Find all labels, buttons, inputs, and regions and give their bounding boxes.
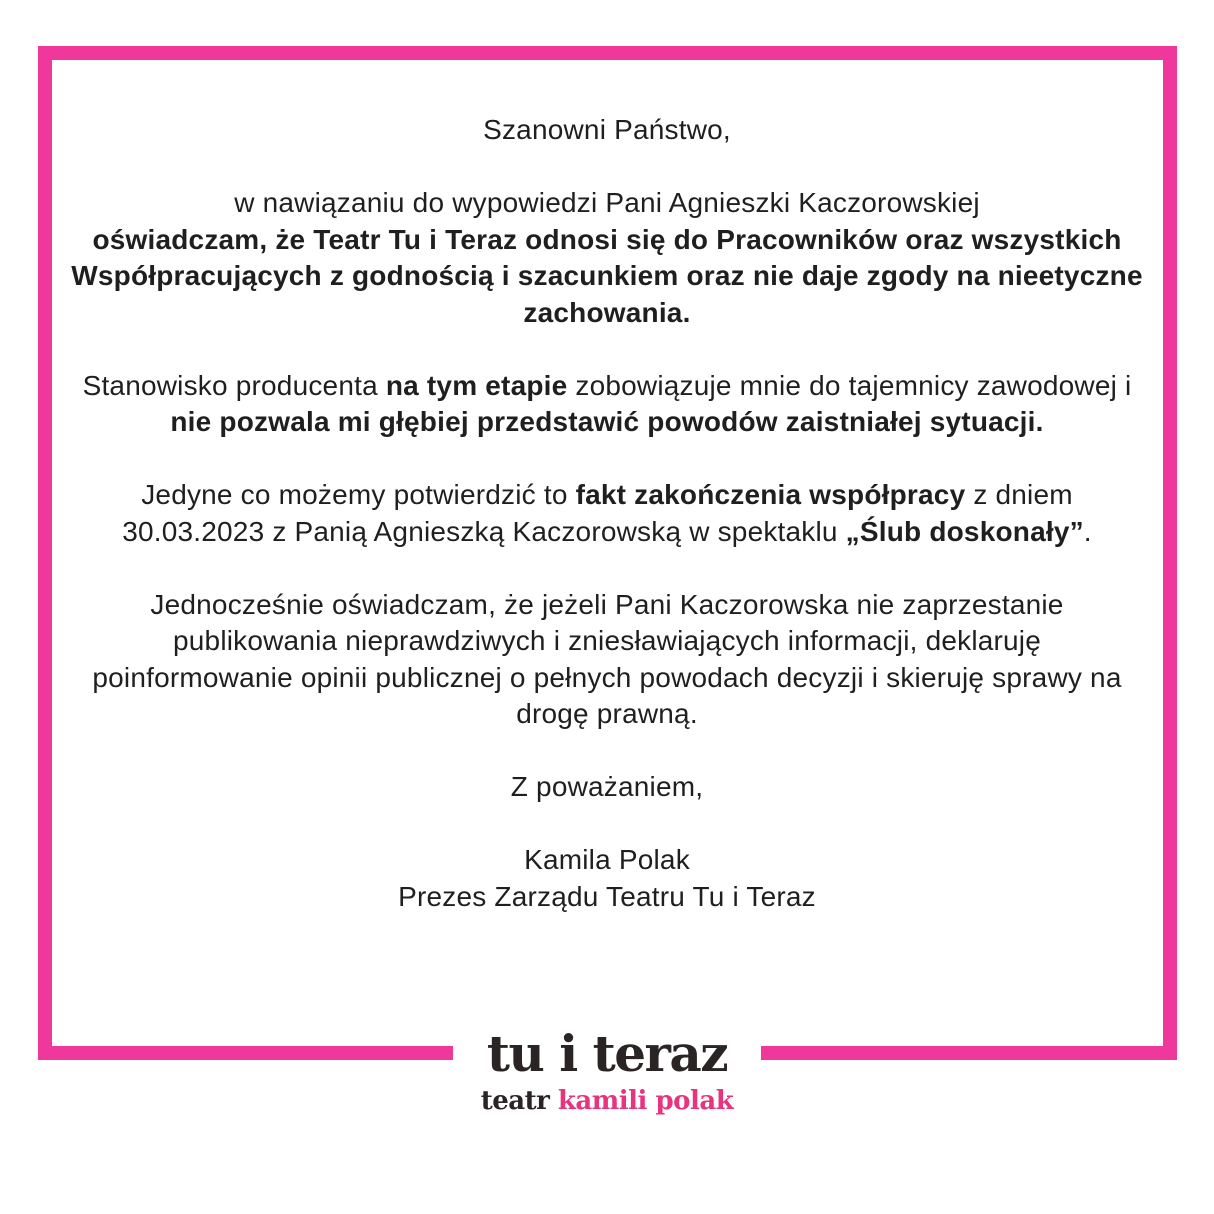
confidentiality-text-1: Stanowisko producenta bbox=[82, 369, 386, 401]
statement-bold: oświadczam, że Teatr Tu i Teraz odnosi się do Pracowników oraz wszystkich Współpracujących z godnością i szacunkiem oraz nie daje zgody na nieetyczne zachowania. bbox=[71, 223, 1143, 328]
frame-border-left bbox=[38, 46, 52, 1060]
termination-bold-1: fakt zakończenia współpracy bbox=[575, 479, 966, 510]
termination-text-3: . bbox=[1083, 515, 1092, 547]
theatre-logo bbox=[453, 1024, 761, 1118]
frame-border-top bbox=[38, 46, 1177, 60]
signer-title: Prezes Zarządu Teatru Tu i Teraz bbox=[398, 880, 816, 912]
paragraph-termination bbox=[70, 477, 1144, 550]
confidentiality-text-2: zobowiązuje mnie do tajemnicy zawodowej i bbox=[567, 369, 1132, 401]
paragraph-confidentiality bbox=[70, 368, 1144, 441]
termination-text-1: Jedyne co możemy potwierdzić to bbox=[141, 479, 576, 510]
termination-bold-2: „Ślub doskonały” bbox=[845, 515, 1084, 547]
signature bbox=[70, 842, 1144, 915]
closing: Z poważaniem, bbox=[510, 771, 704, 802]
termination-text-2: z dniem 30.03.2023 z Panią Agnieszką Kaczorowską w spektaklu bbox=[122, 479, 1073, 547]
logo-wordmark: tu i teraz bbox=[486, 1024, 728, 1083]
logo-tagline-accent: kamili polak bbox=[557, 1086, 734, 1116]
signer-name: Kamila Polak bbox=[524, 844, 690, 875]
frame-border-bottom-left bbox=[38, 1046, 453, 1060]
frame-border-right bbox=[1163, 46, 1177, 1060]
letter-body bbox=[70, 112, 1144, 952]
paragraph-warning: Jednocześnie oświadczam, że jeżeli Pani Kaczorowska nie zaprzestanie publikowania nieprawdziwych i zniesławiających informacji, deklaruję poinformowanie opinii publicznej o pełnych powodach decyzji i skieruję sprawy na drogę prawną. bbox=[92, 588, 1122, 729]
statement-intro: w nawiązaniu do wypowiedzi Pani Agnieszki Kaczorowskiej bbox=[234, 187, 980, 218]
confidentiality-bold-2: nie pozwala mi głębiej przedstawić powodów zaistniałej sytuacji. bbox=[170, 406, 1044, 437]
logo-tagline bbox=[453, 1084, 761, 1118]
frame-border-bottom-right bbox=[761, 1046, 1177, 1060]
logo-tagline-prefix: teatr bbox=[480, 1086, 558, 1116]
paragraph-statement bbox=[70, 185, 1144, 331]
confidentiality-bold-1: na tym etapie bbox=[385, 369, 568, 401]
greeting: Szanowni Państwo, bbox=[483, 114, 731, 145]
